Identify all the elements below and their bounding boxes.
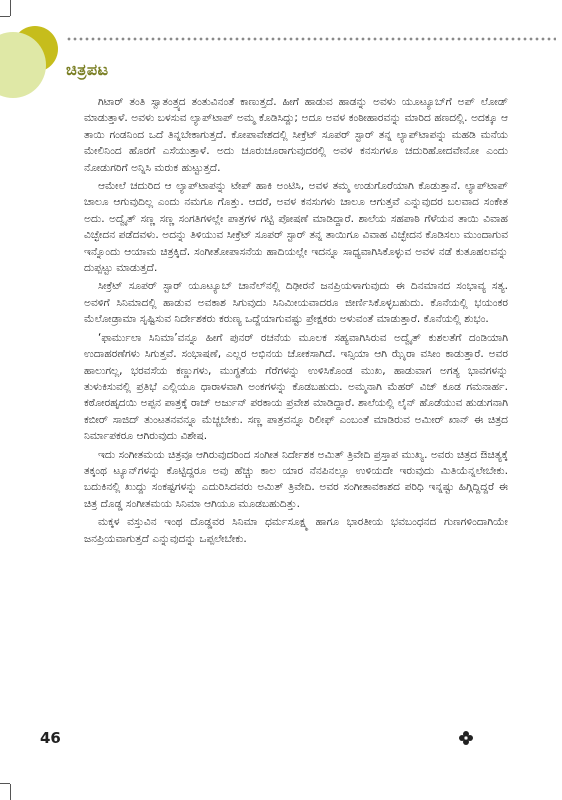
paragraph-4: ‘ಫಾರ್ಮುಲಾ ಸಿನಿಮಾ’ವನ್ನೂ ಹೀಗೆ ಪುನರ್ ರಚನೆಯ ಮೂಲಕ ಸಹ್ಯವಾಗಿಸಿರುವ ಅದ್ವೈತ್ ಕುಶಲತೆಗೆ ದಂಡಿಯಾಗಿ ಉದಾಹರಣೆಗಳು ಸಿಗುತ್ತವೆ. ಸಂಭಾಷಣೆ, ಎಲ್ಲರ ಅಭಿನಯ ಚೋಕಸಾಗಿದೆ. ಇನ್ಸಿಯಾ ಆಗಿ ಝೈರಾ ವಸೀಂ ಕಾಡುತ್ತಾರೆ. ಅವರ ಹಾಲುಗಲ್ಲ, ಭರವಸೆಯ ಕಣ್ಣುಗಳು, ಮುಗ್ಧತೆಯ ಗೆರೆಗಳನ್ನು ಉಳಿಸಿಕೊಂಡ ಮುಖ, ಹಾಡುವಾಗ ಅಗತ್ಯ ಭಾವಗಳನ್ನು ತುಳುಕಿಸುವಲ್ಲಿ ಪ್ರತಿಭೆ ಎಲ್ಲಿಯೂ ಧಾರಾಳವಾಗಿ ಅಂಕಗಳನ್ನು ಕೊಡಬಹುದು. ಅಮ್ಮನಾಗಿ ಮೆಹರ್ ವಿಜ್ ಕೂಡ ಗಮನಾರ್ಹ. ಕಠೋರಹೃದಯಿ ಅಪ್ಪನ ಪಾತ್ರಕ್ಕೆ ರಾಜ್ ಅರ್ಜುನ್ ಪರಕಾಯ ಪ್ರವೇಶ ಮಾಡಿದ್ದಾರೆ. ಶಾಲೆಯಲ್ಲಿ ಲೈನ್ ಹೊಡೆಯುವ ಹುಡುಗನಾಗಿ ಕಬೀರ್ ಸಾಜಿದ್ ತುಂಟತನವನ್ನೂ ಮೆಚ್ಚಬೇಕು. ಸಣ್ಣ ಪಾತ್ರವನ್ನೂ ರಿಲೀಫ್ ಎಂಬಂತೆ ಮಾಡಿರುವ ಅಮೀರ್ ಖಾನ್ ಈ ಚಿತ್ರದ ನಿರ್ಮಾಪಕರೂ ಆಗಿರುವುದು ವಿಶೇಷ. xyxy=(84,331,508,443)
paragraph-1: ಗಿಟಾರ್ ತಂತಿ ಸ್ವಾತಂತ್ರ್ಯದ ತಂತುವಿನಂತೆ ಕಾಣುತ್ತದೆ. ಹೀಗೆ ಹಾಡುವ ಹಾಡನ್ನು ಅವಳು ಯೂಟ್ಯೂಬ್‌ಗೆ ಅಪ್ ಲೋಡ್ ಮಾಡುತ್ತಾಳೆ. ಅವಳು ಬಳಸುವ ಲ್ಯಾಪ್‌ಟಾಪ್ ಅಮ್ಮ ಕೊಡಿಸಿದ್ದು; ಅದೂ ಅವಳ ಕಂಠೀಹಾರವನ್ನು ಮಾರಿದ ಹಣದಲ್ಲಿ. ಅದಕ್ಕೂ ಆ ತಾಯಿ ಗಂಡನಿಂದ ಒದೆ ತಿನ್ನಬೇಕಾಗುತ್ತದೆ. ಕೋಪಾವೇಶದಲ್ಲಿ ಸೀಕ್ರೆಟ್ ಸೂಪರ್ ಸ್ಟಾರ್ ತನ್ನ ಲ್ಯಾಪ್‌ಟಾಪನ್ನು ಮಹಡಿ ಮನೆಯ ಮೇಲಿನಿಂದ ಹೊರಗೆ ಎಸೆಯುತ್ತಾಳೆ. ಅದು ಚೂರುಚೂರಾಗುವುದರಲ್ಲಿ ಅವಳ ಕನಸುಗಳೂ ಚದುರಿಹೋದವೇನೋ ಎಂದು ನೋಡುಗರಿಗೆ ಅನ್ನಿಸಿ ಮರುಕ ಹುಟ್ಟುತ್ತದೆ. xyxy=(84,96,508,174)
crop-mark-bottom-left-v xyxy=(10,784,11,800)
article-body xyxy=(84,94,508,549)
page-number: 46 xyxy=(40,729,61,747)
dotted-header-rule xyxy=(66,36,556,42)
crop-mark-top-left-v xyxy=(10,0,11,16)
paragraph-3: ಸೀಕ್ರೆಟ್ ಸೂಪರ್ ಸ್ಟಾರ್ ಯೂಟ್ಯೂಬ್ ಚಾನೆಲ್‌ನಲ್ಲಿ ದಿಢೀರನೆ ಜನಪ್ರಿಯಳಾಗುವುದು ಈ ದಿನಮಾನದ ಸಂಭಾವ್ಯ ಸತ್ಯ. ಅವಳಿಗೆ ಸಿನಿಮಾದಲ್ಲಿ ಹಾಡುವ ಅವಕಾಶ ಸಿಗುವುದು ಸಿನಿಮೀಯವಾದರೂ ಜೀರ್ಣಿಸಿಕೊಳ್ಳಬಹುದು. ಕೊನೆಯಲ್ಲಿ ಭಯಂಕರ ಮೆಲೋಡ್ರಾಮಾ ಸೃಷ್ಟಿಸುವ ನಿರ್ದೇಶಕರು ಕರುಣ್ಯ ಒದ್ದೆಯಾಗುವಷ್ಟು ಪ್ರೇಕ್ಷಕರು ಅಳುವಂತೆ ಮಾಡುತ್ತಾರೆ. ಕೊನೆಯಲ್ಲಿ ಶುಭಂ. xyxy=(84,280,508,326)
section-title: ಚಿತ್ರಪಟ xyxy=(66,60,109,79)
crop-mark-bottom-left-h xyxy=(0,783,10,784)
paragraph-5: ಇದು ಸಂಗೀತಮಯ ಚಿತ್ರವೂ ಆಗಿರುವುದರಿಂದ ಸಂಗೀತ ನಿರ್ದೇಶಕ ಅಮಿತ್ ತ್ರಿವೇದಿ ಪ್ರಸ್ತಾಪ ಮುಖ್ಯ. ಅವರು ಚಿತ್ರದ ಔಚಿತ್ಯಕ್ಕೆ ತಕ್ಕಂಥ ಟ್ಯೂನ್‌ಗಳನ್ನು ಕೊಟ್ಟಿದ್ದರೂ ಅವು ಹೆಚ್ಚು ಕಾಲ ಯಾರ ನೆನಪಿನಲ್ಲೂ ಉಳಿಯದೇ ಇರುವುದು ಮಿತಿಯೆನ್ನಲೇಬೇಕು. ಬದುಕಿನಲ್ಲಿ ಖುದ್ದು ಸಂಕಷ್ಟಗಳನ್ನು ಎದುರಿಸಿದವರು ಅಮಿತ್ ತ್ರಿವೇದಿ. ಅವರ ಸಂಗೀತಾವಕಾಶದ ಪರಿಧಿ ಇನ್ನಷ್ಟು ಹಿಗ್ಗಿದ್ದಿದ್ದರೆ ಈ ಚಿತ್ರ ದೊಡ್ಡ ಸಂಗೀತಮಯ ಸಿನಿಮಾ ಆಗಿಯೂ ಮೂಡಬಹುದಿತ್ತು. xyxy=(84,448,508,510)
crop-mark-top-left-h xyxy=(0,16,10,17)
paragraph-6: ಮಕ್ಕಳ ವಸ್ತುವಿನ ಇಂಥ ದೊಡ್ಡವರ ಸಿನಿಮಾ ಧರ್ಮಸೂಕ್ಷ್ಮ ಹಾಗೂ ಭಾರತೀಯ ಭವಬಂಧನದ ಗುಣಗಳಿಂದಾಗಿಯೇ ಜನಪ್ರಿಯವಾಗುತ್ತದೆ ಎನ್ನುವುದನ್ನು ಒಪ್ಪಲೇಬೇಕು. xyxy=(84,516,508,545)
flower-ornament-icon xyxy=(458,730,474,746)
paragraph-2: ಆಮೇಲೆ ಚದುರಿದ ಆ ಲ್ಯಾಪ್‌ಟಾಪನ್ನು ಟೇಪ್ ಹಾಕಿ ಅಂಟಿಸಿ, ಅವಳ ತಮ್ಮ ಉಡುಗೊರೆಯಾಗಿ ಕೊಡುತ್ತಾನೆ. ಲ್ಯಾಪ್‌ಟಾಪ್ ಚಾಲೂ ಆಗುವುದಿಲ್ಲ ಎಂದು ನಮಗೂ ಗೊತ್ತು. ಆದರೆ, ಅವಳ ಕನಸುಗಳು ಚಾಲೂ ಆಗುತ್ತವೆ ಎನ್ನುವುದರ ಬಲವಾದ ಸಂಕೇತ ಅದು. ಅದ್ವೈತ್ ಸಣ್ಣ ಸಣ್ಣ ಸಂಗತಿಗಳಲ್ಲೇ ಪಾತ್ರಗಳ ಗಟ್ಟಿ ಪೋಷಣೆ ಮಾಡಿದ್ದಾರೆ. ಶಾಲೆಯ ಸಹಪಾಠಿ ಗೆಳೆಯನ ತಾಯಿ ವಿವಾಹ ವಿಚ್ಛೇದನ ಪಡೆದವಳು. ಅದನ್ನು ತಿಳಿಯುವ ಸೀಕ್ರೆಟ್ ಸೂಪರ್ ಸ್ಟಾರ್ ತನ್ನ ತಾಯಿಗೂ ವಿವಾಹ ವಿಚ್ಛೇದನ ಕೊಡಿಸಲು ಮುಂದಾಗುವ ಇನ್ನೊಂದು ಆಯಾಮ ಚಿತ್ರಕ್ಕಿದೆ. ಸಂಗೀತೋಪಾಸನೆಯ ಹಾದಿಯಲ್ಲೇ ಇದನ್ನೂ ಸಾಧ್ಯವಾಗಿಸಿಕೊಳ್ಳುವ ಅವಳ ನಡೆ ಕುತೂಹಲವನ್ನು ದುಪ್ಪಟ್ಟು ಮಾಡುತ್ತದೆ. xyxy=(84,180,508,275)
